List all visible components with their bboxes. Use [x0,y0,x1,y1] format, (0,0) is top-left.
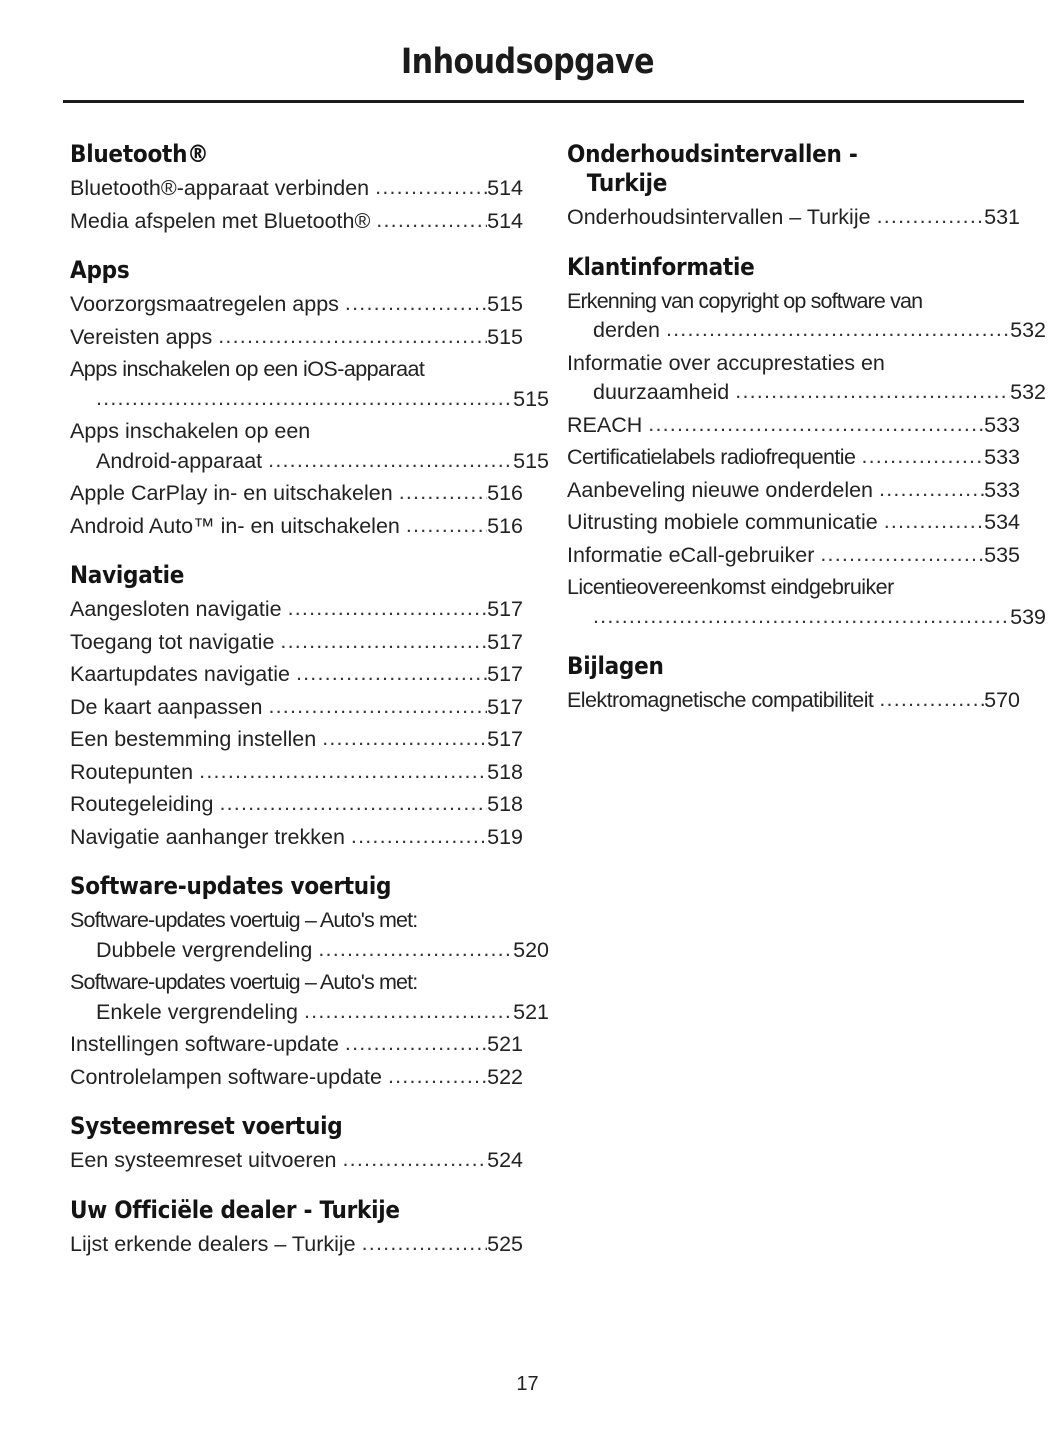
toc-section-heading-text: Bluetooth® [70,140,209,168]
toc-entry[interactable] [70,968,549,1027]
toc-entry-page-number: 516 [487,481,523,505]
toc-entry[interactable] [567,573,1046,632]
toc-entry[interactable] [70,355,549,414]
dot-leader [861,442,984,472]
toc-section-bijlagen [567,652,1020,716]
toc-entry-page-number: 521 [513,999,549,1024]
toc-entry-page-number: 517 [487,629,523,654]
toc-entry-title: duurzaamheid [593,380,730,404]
toc-entry-page-number: 535 [984,542,1020,567]
toc-entry-row [567,203,1020,233]
toc-entry-row [70,823,523,853]
toc-section-heading[interactable] [567,140,1020,198]
toc-entry-row [70,479,523,509]
toc-entry-row [567,316,1046,346]
toc-entry-row [567,443,1020,473]
dot-leader [877,202,985,232]
toc-entry-row [70,628,523,658]
toc-entry[interactable] [70,693,523,723]
toc-entry[interactable] [70,906,549,965]
dot-leader [96,384,513,414]
toc-section-heading-text: Navigatie [70,561,185,589]
dot-leader [884,507,984,537]
toc-entry-page-number: 520 [513,937,549,962]
toc-entry-page-number: 570 [984,688,1020,712]
toc-entry-page-number: 533 [984,477,1020,502]
toc-entry-page-number: 539 [1010,604,1046,629]
toc-entry-page-number: 532 [1010,380,1046,404]
toc-entry[interactable] [70,1030,523,1060]
toc-entry-row [567,508,1020,538]
dot-leader [218,322,487,352]
toc-entry-row [70,595,523,625]
dot-leader [648,410,984,440]
toc-entry-title: Controlelampen software-update [70,1064,382,1089]
toc-section-heading-text: Onderhoudsintervallen - [567,140,858,168]
toc-entry[interactable] [70,1230,523,1260]
toc-section-heading[interactable] [70,1196,523,1225]
toc-section-heading-text: Uw Officiële dealer - Turkije [70,1195,400,1224]
dot-leader [345,289,487,319]
toc-entry-title: Certificatielabels radiofrequentie [567,445,856,469]
toc-entry[interactable] [70,758,523,788]
toc-entry-row [70,290,523,320]
dot-leader [296,659,487,689]
dot-leader [666,315,1010,345]
toc-section-heading-text: Apps [70,256,130,284]
toc-entry-row [70,998,549,1028]
toc-entry-page-number: 534 [984,510,1020,534]
toc-entry-row [70,790,523,820]
toc-entry-title-line: Software-updates voertuig – Auto's met: [70,970,418,994]
toc-entry[interactable] [70,512,523,542]
toc-entry-title: De kaart aanpassen [70,694,263,719]
dot-leader [399,478,487,508]
toc-entry-title-line: Erkenning van copyright op software van [567,288,923,313]
dot-leader [593,602,1010,632]
toc-entry-row [70,447,549,477]
toc-entry-page-number: 517 [487,727,523,751]
toc-entry-page-number: 525 [487,1231,523,1256]
toc-entry-title: Android-apparaat [96,448,263,473]
toc-entry-title: Uitrusting mobiele communicatie [567,510,878,534]
toc-section-navigatie [70,561,523,852]
toc-entry-title: Enkele vergrendeling [96,999,298,1024]
dot-leader [343,1145,488,1175]
toc-entry[interactable] [567,411,1020,441]
toc-entry-title: REACH [567,412,643,437]
toc-entry[interactable] [70,417,549,476]
toc-entry-row [70,758,523,788]
toc-entry-title: Voorzorgsmaatregelen apps [70,292,339,316]
toc-entry[interactable] [70,1063,523,1093]
toc-entry[interactable] [567,476,1020,506]
toc-entry[interactable] [567,287,1046,346]
page-number: 17 [516,1373,539,1395]
toc-column-left [70,140,549,1259]
toc-entry-title: Kaartupdates navigatie [70,662,290,686]
toc-entry[interactable] [567,349,1046,408]
toc-entry-page-number: 518 [487,792,523,816]
dot-leader [820,540,984,570]
toc-section-heading[interactable] [70,140,523,169]
toc-entry[interactable] [567,508,1020,538]
toc-entry-page-number: 515 [487,324,523,349]
toc-section-heading[interactable] [567,652,1020,681]
toc-section-heading-text: Bijlagen [567,652,664,680]
toc-entry-page-number: 524 [487,1148,523,1172]
toc-entry-page-number: 533 [984,412,1020,437]
dot-leader [268,446,513,476]
toc-entry-page-number: 517 [487,662,523,686]
dot-leader [879,475,984,505]
toc-entry-title: Een systeemreset uitvoeren [70,1148,337,1172]
toc-section-heading-continuation: Turkije [586,169,668,197]
toc-entry-title: Onderhoudsintervallen – Turkije [567,205,871,229]
toc-section-bluetooth [70,140,523,236]
toc-entry-row [70,174,523,204]
dot-leader [345,1029,487,1059]
toc-entry-title: Informatie eCall-gebruiker [567,542,815,567]
toc-entry-title: Vereisten apps [70,324,213,349]
toc-entry-page-number: 519 [487,824,523,849]
toc-section-onderhoudsintervallen [567,140,1020,233]
dot-leader [280,627,487,657]
dot-leader [879,685,984,715]
toc-entry-title: derden [593,318,660,342]
toc-entry[interactable] [70,290,523,320]
toc-entry-row [70,323,523,353]
dot-leader [735,377,1010,407]
toc-section-klantinformatie [567,252,1046,633]
dot-leader [388,1062,487,1092]
toc-entry[interactable] [70,660,523,690]
toc-entry-page-number: 518 [487,759,523,784]
toc-section-heading-text: Systeemreset voertuig [70,1112,343,1140]
toc-entry[interactable] [567,541,1020,571]
toc-entry[interactable] [70,628,523,658]
dot-leader [318,935,513,965]
toc-entry[interactable] [567,686,1020,716]
page-title: Inhoudsopgave [400,42,655,82]
toc-entry-page-number: 531 [984,205,1020,229]
toc-entry-row [70,1230,523,1260]
toc-entry-row [70,936,549,966]
toc-entry-title: Instellingen software-update [70,1032,339,1056]
toc-entry[interactable] [70,1146,523,1176]
toc-entry[interactable] [70,823,523,853]
toc-section-systeemreset-voertuig [70,1112,523,1176]
toc-entry-title: Elektromagnetische compatibiliteit [567,688,874,712]
toc-entry-row [70,207,523,237]
toc-entry-row [567,603,1046,633]
page-header [0,0,1055,105]
toc-entry-title: Routegeleiding [70,792,214,816]
toc-entry-page-number: 517 [487,694,523,719]
toc-section-heading[interactable] [70,872,523,901]
toc-entry[interactable] [567,443,1020,473]
toc-entry-row [567,476,1020,506]
toc-section-heading[interactable] [567,253,1020,282]
toc-entry-row [567,686,1020,716]
toc-entry-page-number: 515 [513,386,549,411]
toc-entry[interactable] [70,479,523,509]
toc-entry-title: Bluetooth®-apparaat verbinden [70,176,370,200]
toc-section-heading[interactable] [70,561,523,590]
dot-leader [376,206,487,236]
toc-entry-row [567,411,1020,441]
toc-entry-title: Android Auto™ in- en uitschakelen [70,513,400,538]
toc-entry-title: Een bestemming instellen [70,727,317,751]
toc-entry-page-number: 515 [513,448,549,473]
dot-leader [362,1229,488,1259]
dot-leader [406,511,487,541]
toc-entry-title: Apple CarPlay in- en uitschakelen [70,481,393,505]
toc-section-heading[interactable] [70,1112,523,1141]
toc-entry-row [70,1030,523,1060]
header-divider [63,100,1024,103]
toc-section-heading[interactable] [70,256,523,285]
dot-leader [322,724,487,754]
toc-entry-row [567,378,1046,408]
toc-entry-row [70,385,549,415]
toc-entry-row [70,693,523,723]
toc-entry-title: Media afspelen met Bluetooth® [70,208,371,233]
toc-entry-row [70,1063,523,1093]
toc-entry-title: Routepunten [70,759,194,784]
toc-entry[interactable] [70,725,523,755]
toc-entry-page-number: 514 [487,208,523,233]
toc-entry-title: Toegang tot navigatie [70,629,275,654]
dot-leader [268,692,487,722]
toc-entry-page-number: 517 [487,597,523,621]
toc-section-heading-text: Klantinformatie [567,252,755,281]
toc-entry-title-line: Apps inschakelen op een iOS-apparaat [70,357,425,381]
toc-entry-row [70,1146,523,1176]
toc-section-software-updates-voertuig [70,872,549,1092]
toc-entry-page-number: 516 [487,513,523,538]
toc-entry-title: Lijst erkende dealers – Turkije [70,1231,356,1256]
toc-entry[interactable] [70,790,523,820]
toc-entry-title-line: Informatie over accuprestaties en [567,350,885,375]
toc-entry[interactable] [70,207,523,237]
toc-entry-title: Navigatie aanhanger trekken [70,824,345,849]
toc-entry[interactable] [70,323,523,353]
toc-entry-page-number: 514 [487,176,523,200]
toc-section-uw-offici-le-dealer-turkije [70,1196,523,1260]
dot-leader [288,594,488,624]
toc-section-apps [70,256,549,541]
toc-entry-row [70,512,523,542]
toc-entry-title-line: Licentieovereenkomst eindgebruiker [567,575,894,599]
toc-entry-page-number: 515 [487,292,523,316]
toc-entry-page-number: 532 [1010,318,1046,342]
toc-entry-page-number: 533 [984,445,1020,469]
dot-leader [219,789,487,819]
toc-entry-title-line: Apps inschakelen op een [70,419,311,443]
dot-leader [375,173,487,203]
toc-entry[interactable] [70,595,523,625]
toc-entry-title: Aangesloten navigatie [70,597,282,621]
toc-entry-title-line: Software-updates voertuig – Auto's met: [70,908,418,932]
toc-entry-title: Dubbele vergrendeling [96,937,313,962]
dot-leader [304,997,513,1027]
toc-section-heading-text: Software-updates voertuig [70,872,392,900]
toc-entry[interactable] [567,203,1020,233]
toc-entry-row [70,660,523,690]
toc-column-right [567,140,1046,716]
dot-leader [199,757,487,787]
toc-entry-row [70,725,523,755]
toc-entry-page-number: 521 [487,1032,523,1056]
toc-entry-title: Aanbeveling nieuwe onderdelen [567,477,874,502]
toc-entry-row [567,541,1020,571]
dot-leader [351,822,487,852]
toc-entry[interactable] [70,174,523,204]
toc-entry-page-number: 522 [487,1064,523,1089]
